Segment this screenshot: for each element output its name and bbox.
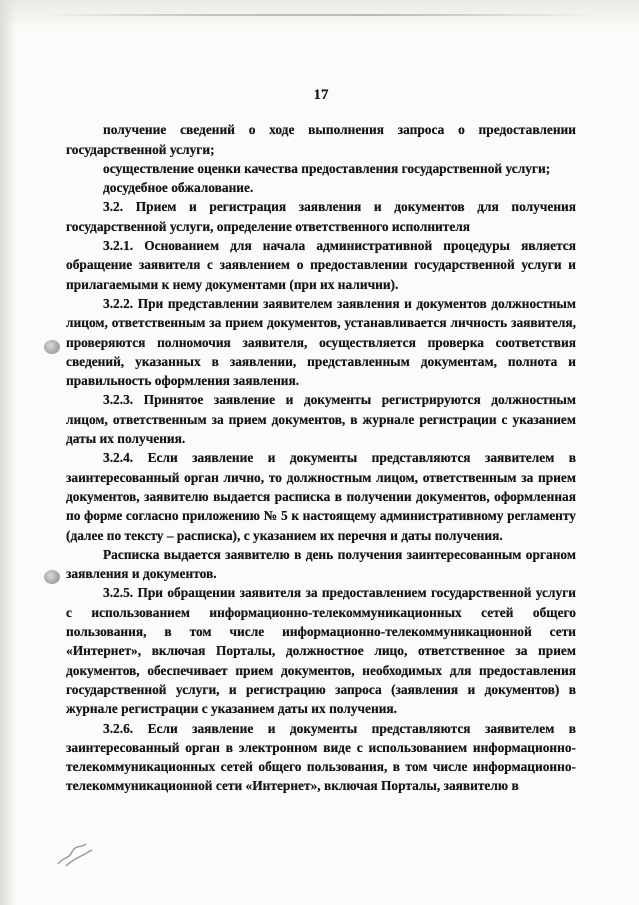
paragraph: 3.2.2. При представлении заявителем заявления и документов должностным лицом, ответственным за прием документов, устанавливается личность заявителя, проверяются полномочия заявителя, осуществляется проверка соответствия сведений, указанных в заявлении, представленным документам, полнота и правильность оформления заявления.: [66, 295, 576, 389]
page-number: 17: [313, 87, 329, 103]
paragraph: получение сведений о ходе выполнения запроса о предоставлении государственной услуги;: [66, 122, 576, 157]
scan-shadow-top: [0, 0, 639, 34]
scan-artifact-line: [40, 14, 600, 16]
paragraph: 3.2.3. Принятое заявление и документы регистрируются должностным лицом, ответственным за прием документов, в журнале регистрации с указанием даты их получения.: [66, 392, 576, 447]
paragraph: 3.2.6. Если заявление и документы представляются заявителем в заинтересованный орган в электронном виде с использованием информационно-телекоммуникационных сетей общего пользования, в том числе информационно-телекоммуникационной сети «Интернет», включая Порталы, заявителю в: [66, 720, 576, 794]
punch-hole-icon: [44, 340, 60, 354]
paragraph: досудебное обжалование.: [103, 180, 254, 196]
paragraph: 3.2.1. Основанием для начала административной процедуры является обращение заявителя с заявлением о предоставлении государственной услуги и прилагаемыми к нему документами (при их наличии).: [66, 238, 576, 292]
document-body: [66, 86, 576, 796]
pen-scribble-icon: [56, 838, 96, 868]
paragraph: осуществление оценки качества предоставления государственной услуги;: [103, 160, 551, 176]
paragraph: Расписка выдается заявителю в день получения заинтересованным органом заявления и документов.: [66, 546, 576, 582]
paragraph: 3.2.5. При обращении заявителя за предоставлением государственной услуги с использованием информационно-телекоммуникационных сетей общего пользования, в том числе информационно-телекоммуникационной сети «Интернет», включая Порталы, должностное лицо, ответственное за прием документов, обеспечивает прием документов, необходимых для предоставления государственной услуги, и регистрацию запроса (заявления и документов) в журнале регистрации с указанием даты их получения.: [66, 585, 576, 717]
paragraph: 3.2.4. Если заявление и документы представляются заявителем в заинтересованный орган лично, то должностным лицом, ответственным за прием документов, заявителю выдается расписка в получении документов, оформленная по форме согласно приложению № 5 к настоящему административному регламенту (далее по тексту – расписка), с указанием их перечня и даты получения.: [66, 450, 576, 543]
section-heading: 3.2. Прием и регистрация заявления и документов для получения государственной услуги, определение ответственного исполнителя: [66, 199, 576, 234]
punch-hole-icon: [44, 570, 60, 584]
scan-shadow-left: [0, 0, 16, 905]
